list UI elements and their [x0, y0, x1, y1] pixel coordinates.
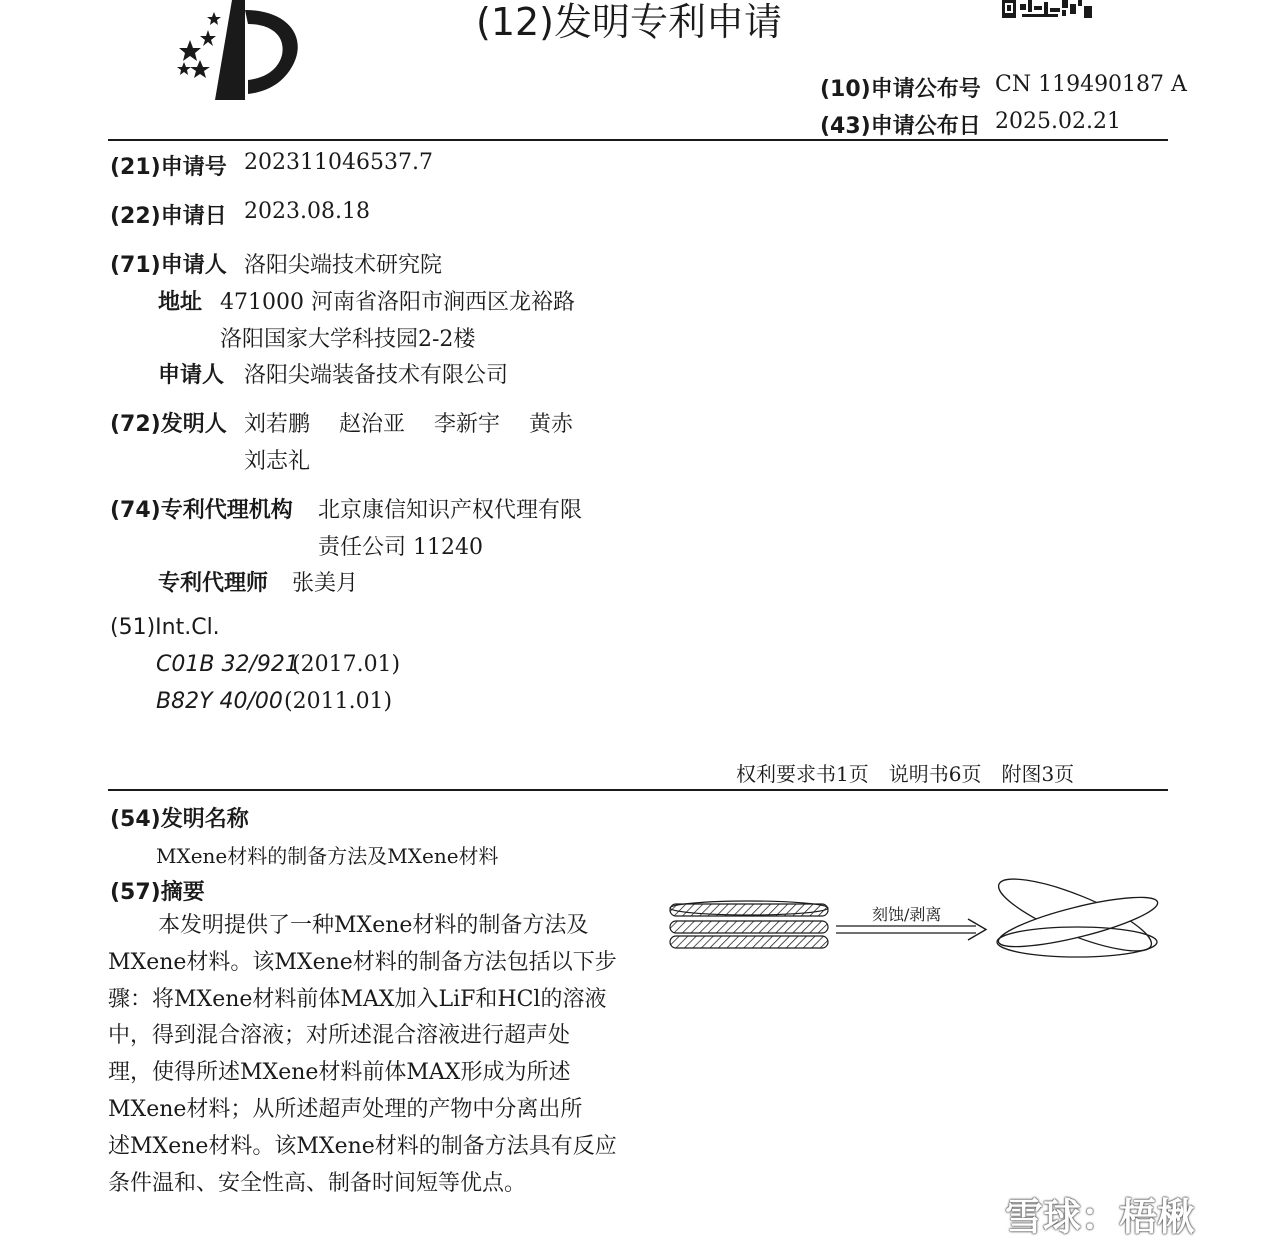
- invention-title-value: MXene材料的制备方法及MXene材料: [156, 844, 499, 868]
- pub-no-value: CN 119490187 A: [995, 72, 1187, 97]
- applicant2-label: 申请人: [158, 363, 225, 388]
- abstract-label: (57)摘要: [110, 880, 205, 905]
- applicant-label: (71)申请人: [110, 253, 227, 278]
- applicant2-value: 洛阳尖端装备技术有限公司: [244, 363, 509, 388]
- address-label: 地址: [158, 290, 203, 315]
- qr-code: [1002, 0, 1094, 20]
- abstract-line: MXene材料；从所述超声处理的产物中分离出所: [108, 1096, 583, 1122]
- abstract-text: [108, 908, 618, 1202]
- agent-label: 专利代理师: [158, 571, 269, 596]
- intcl-version-2: (2011.01): [284, 689, 393, 714]
- abstract-figure: [660, 870, 1170, 970]
- app-date-value: 2023.08.18: [244, 199, 370, 224]
- app-no-value: 202311046537.7: [244, 150, 433, 175]
- inventor-line1: 刘若鹏 赵治亚 李新宇 黄赤: [244, 412, 573, 437]
- document-title: (12)发明专利申请: [476, 0, 783, 44]
- header-divider: [108, 139, 1168, 141]
- invention-title-label: (54)发明名称: [110, 807, 249, 832]
- watermark: [1005, 1186, 1195, 1241]
- exfoliated-sheets: [991, 870, 1161, 964]
- abstract-line: 条件温和、安全性高、制备时间短等优点。: [108, 1170, 527, 1196]
- pub-no-label: (10)申请公布号: [820, 77, 981, 102]
- address-line1: 471000 河南省洛阳市涧西区龙裕路: [220, 290, 575, 315]
- cnipa-emblem: [170, 0, 310, 105]
- intcl-code-2: B82Y 40/00: [156, 689, 283, 714]
- abstract-line: 骤：将MXene材料前体MAX加入LiF和HCl的溶液: [108, 986, 607, 1012]
- section-divider: [108, 789, 1168, 791]
- abstract-line: 理，使得所述MXene材料前体MAX形成为所述: [108, 1060, 571, 1086]
- abstract-line: 中，得到混合溶液；对所述混合溶液进行超声处: [108, 1023, 571, 1049]
- agency-line2: 责任公司 11240: [318, 535, 483, 560]
- app-date-label: (22)申请日: [110, 204, 227, 229]
- abstract-line: 本发明提供了一种MXene材料的制备方法及: [158, 913, 589, 938]
- pub-date-value: 2025.02.21: [995, 109, 1121, 134]
- watermark-text: 雪球：梧楸: [1005, 1195, 1196, 1239]
- agency-label: (74)专利代理机构: [110, 498, 293, 523]
- agency-line1: 北京康信知识产权代理有限: [318, 498, 583, 523]
- intcl-version-1: (2017.01): [292, 652, 401, 677]
- arrow-label: 刻蚀/剥离: [872, 905, 942, 924]
- address-line2: 洛阳国家大学科技园2-2楼: [220, 327, 476, 352]
- intcl-label: (51)Int.Cl.: [110, 615, 220, 640]
- intcl-code-1: C01B 32/921: [156, 652, 299, 677]
- agent-value: 张美月: [292, 571, 359, 596]
- pub-date-label: (43)申请公布日: [820, 114, 981, 139]
- abstract-line: 述MXene材料。该MXene材料的制备方法具有反应: [108, 1133, 617, 1159]
- pages-info: 权利要求书1页 说明书6页 附图3页: [736, 762, 1075, 786]
- inventor-line2: 刘志礼: [244, 449, 311, 474]
- applicant-value: 洛阳尖端技术研究院: [244, 253, 443, 278]
- app-no-label: (21)申请号: [110, 155, 227, 180]
- layered-max-stack: [670, 901, 828, 948]
- abstract-line: MXene材料。该MXene材料的制备方法包括以下步: [108, 949, 617, 975]
- inventor-label: (72)发明人: [110, 412, 227, 437]
